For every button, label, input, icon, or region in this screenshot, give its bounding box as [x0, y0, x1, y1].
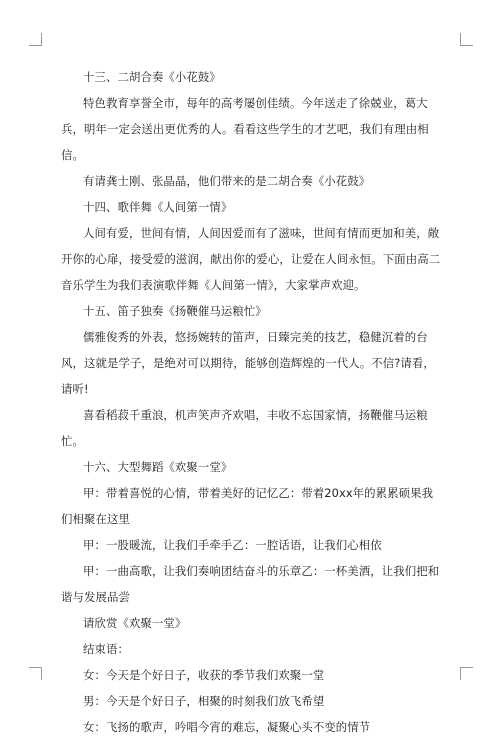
section-heading-14: 十四、歌伴舞《人间第一情》 — [83, 200, 233, 214]
closing-heading: 结束语： — [83, 642, 129, 656]
dialogue-line: 女：今天是个好日子，收获的季节我们欢聚一堂 — [83, 668, 325, 682]
paragraph: 特色教育享誉全市，每年的高考屡创佳绩。今年送走了徐兢业，葛大兵，明年一定会送出更优秀的人。看看这些学生的才艺吧，我们有理由相信。 — [61, 96, 429, 162]
paragraph: 请欣赏《欢聚一堂》 — [83, 616, 187, 630]
dialogue-line: 甲：带着喜悦的心情，带着美好的记忆乙：带着20xx年的累累硕果我们相聚在这里 — [61, 486, 434, 526]
crop-mark-top-left — [29, 33, 42, 46]
paragraph: 喜看稻菽千重浪，机声笑声齐欢唱，丰收不忘国家情，扬鞭催马运粮忙。 — [61, 408, 428, 448]
dialogue-line: 女：飞扬的歌声，吟唱今宵的难忘，凝聚心头不变的情节 — [83, 720, 371, 734]
crop-mark-bottom-right — [460, 667, 473, 680]
document-body — [61, 64, 441, 740]
dialogue-line: 甲：一股暖流，让我们手牵手乙：一腔话语，让我们心相依 — [83, 538, 382, 552]
dialogue-line: 甲：一曲高歌，让我们奏响团结奋斗的乐章乙：一杯美酒，让我们把和谐与发展品尝 — [61, 564, 440, 604]
crop-mark-top-right — [460, 33, 473, 46]
section-heading-16: 十六、大型舞蹈《欢聚一堂》 — [83, 460, 233, 474]
paragraph: 儒雅俊秀的外表，悠扬婉转的笛声，日臻完美的技艺，稳健沉着的台风，这就是学子，是绝对可以期待，能够创造辉煌的一代人。不信?请看，请听! — [61, 330, 435, 396]
crop-mark-bottom-left — [29, 667, 42, 680]
paragraph: 人间有爱，世间有情，人间因爱而有了滋味，世间有情而更加和美，敞开你的心扉，接受爱的滋润，献出你的爱心，让爱在人间永恒。下面由高二音乐学生为我们表演歌伴舞《人间第一情》，大家掌声欢迎。 — [61, 226, 441, 292]
section-heading-13: 十三、二胡合奏《小花鼓》 — [83, 70, 221, 84]
section-heading-15: 十五、笛子独奏《扬鞭催马运粮忙》 — [83, 304, 267, 318]
paragraph: 有请龚士刚、张晶晶，他们带来的是二胡合奏《小花鼓》 — [83, 174, 371, 188]
dialogue-line: 男：今天是个好日子，相聚的时刻我们放飞希望 — [83, 694, 325, 708]
